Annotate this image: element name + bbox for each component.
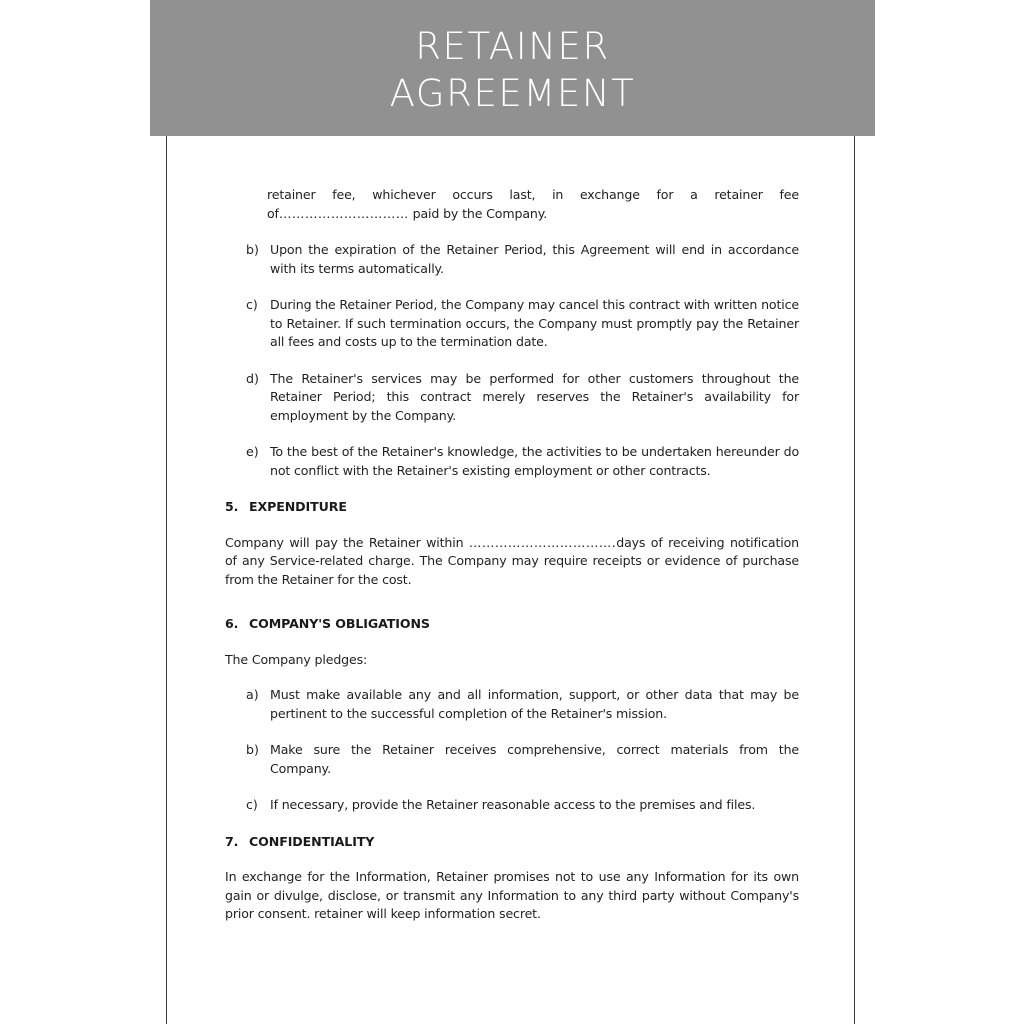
list-item-marker: c) <box>246 797 258 812</box>
list-item-marker: c) <box>246 297 258 312</box>
document-title-line-1: RETAINER <box>415 25 610 68</box>
paragraph-a-text-before-dots: retainer fee, whichever occurs last, in exchange for a retainer fee of <box>267 187 799 221</box>
list-item-marker: a) <box>246 687 259 702</box>
section-spacer <box>225 607 799 615</box>
list-item-text: To the best of the Retainer's knowledge, the activities to be undertaken hereunder do not conflict with the Retainer's existing employment or other contracts. <box>270 444 799 478</box>
section-heading-confidentiality <box>225 833 799 852</box>
section-number: 6. <box>225 616 239 631</box>
list-item-text: The Retainer's services may be performed for other customers throughout the Retainer Period; this contract merely reserves the Retainer's availability for employment by the Company. <box>270 370 799 423</box>
list-item-text: During the Retainer Period, the Company may cancel this contract with written notice to Retainer. If such termination occurs, the Company must promptly pay the Retainer all fees and costs up to the termination date. <box>270 297 799 349</box>
list-item <box>225 296 799 352</box>
section5-body <box>225 534 799 590</box>
section-number: 5. <box>225 499 239 514</box>
list-item-marker: b) <box>246 742 259 757</box>
section-title: COMPANY'S OBLIGATIONS <box>249 616 430 631</box>
list-item-marker: b) <box>246 242 259 257</box>
section6-intro: The Company pledges: <box>225 651 368 667</box>
list-item <box>225 686 799 723</box>
dotted-leader-days: ……………………………. <box>468 534 617 550</box>
list-item-marker: d) <box>246 370 259 386</box>
list-item-text: Must make available any and all information, support, or other data that may be pertinent to the successful completion of the Retainer's mission. <box>270 687 799 721</box>
list-item <box>225 370 799 426</box>
section-number: 7. <box>225 833 239 849</box>
list-item-text: If necessary, provide the Retainer reasonable access to the premises and files. <box>270 797 756 812</box>
list-item-text: Upon the expiration of the Retainer Period, this Agreement will end in accordance with its terms automatically. <box>270 242 799 276</box>
list-item <box>225 741 799 778</box>
section-title: CONFIDENTIALITY <box>249 833 375 849</box>
section-heading-expenditure <box>225 498 799 517</box>
list-item <box>225 241 799 278</box>
section7-body: In exchange for the Information, Retainer promises not to use any Information for its own gain or divulge, disclose, or transmit any Information to any third party without Company's prior consent. retainer will keep information secret. <box>225 869 799 921</box>
section-heading-company-obligations <box>225 615 799 634</box>
list-item-text: Make sure the Retainer receives comprehensive, correct materials from the Company. <box>270 742 799 776</box>
section5-text-after-dots: days of receiving notification of any Service-related charge. The Company may require receipts or evidence of purchase from the Retainer for the cost. <box>225 534 799 587</box>
paragraph-a-text-after-dots: paid by the Company. <box>408 205 548 221</box>
paragraph-a-continuation <box>225 186 799 223</box>
list-item <box>225 796 799 815</box>
document-sheet <box>166 136 855 1024</box>
dotted-leader-retainer-fee: ………………………… <box>278 205 409 221</box>
section5-text-before-dots: Company will pay the Retainer within <box>225 534 469 550</box>
list-item-marker: e) <box>246 444 259 459</box>
document-title-line-2: AGREEMENT <box>389 72 636 115</box>
document-body <box>225 186 799 942</box>
document-title-banner <box>150 0 875 136</box>
list-item <box>225 443 799 480</box>
section-title: EXPENDITURE <box>249 499 347 514</box>
